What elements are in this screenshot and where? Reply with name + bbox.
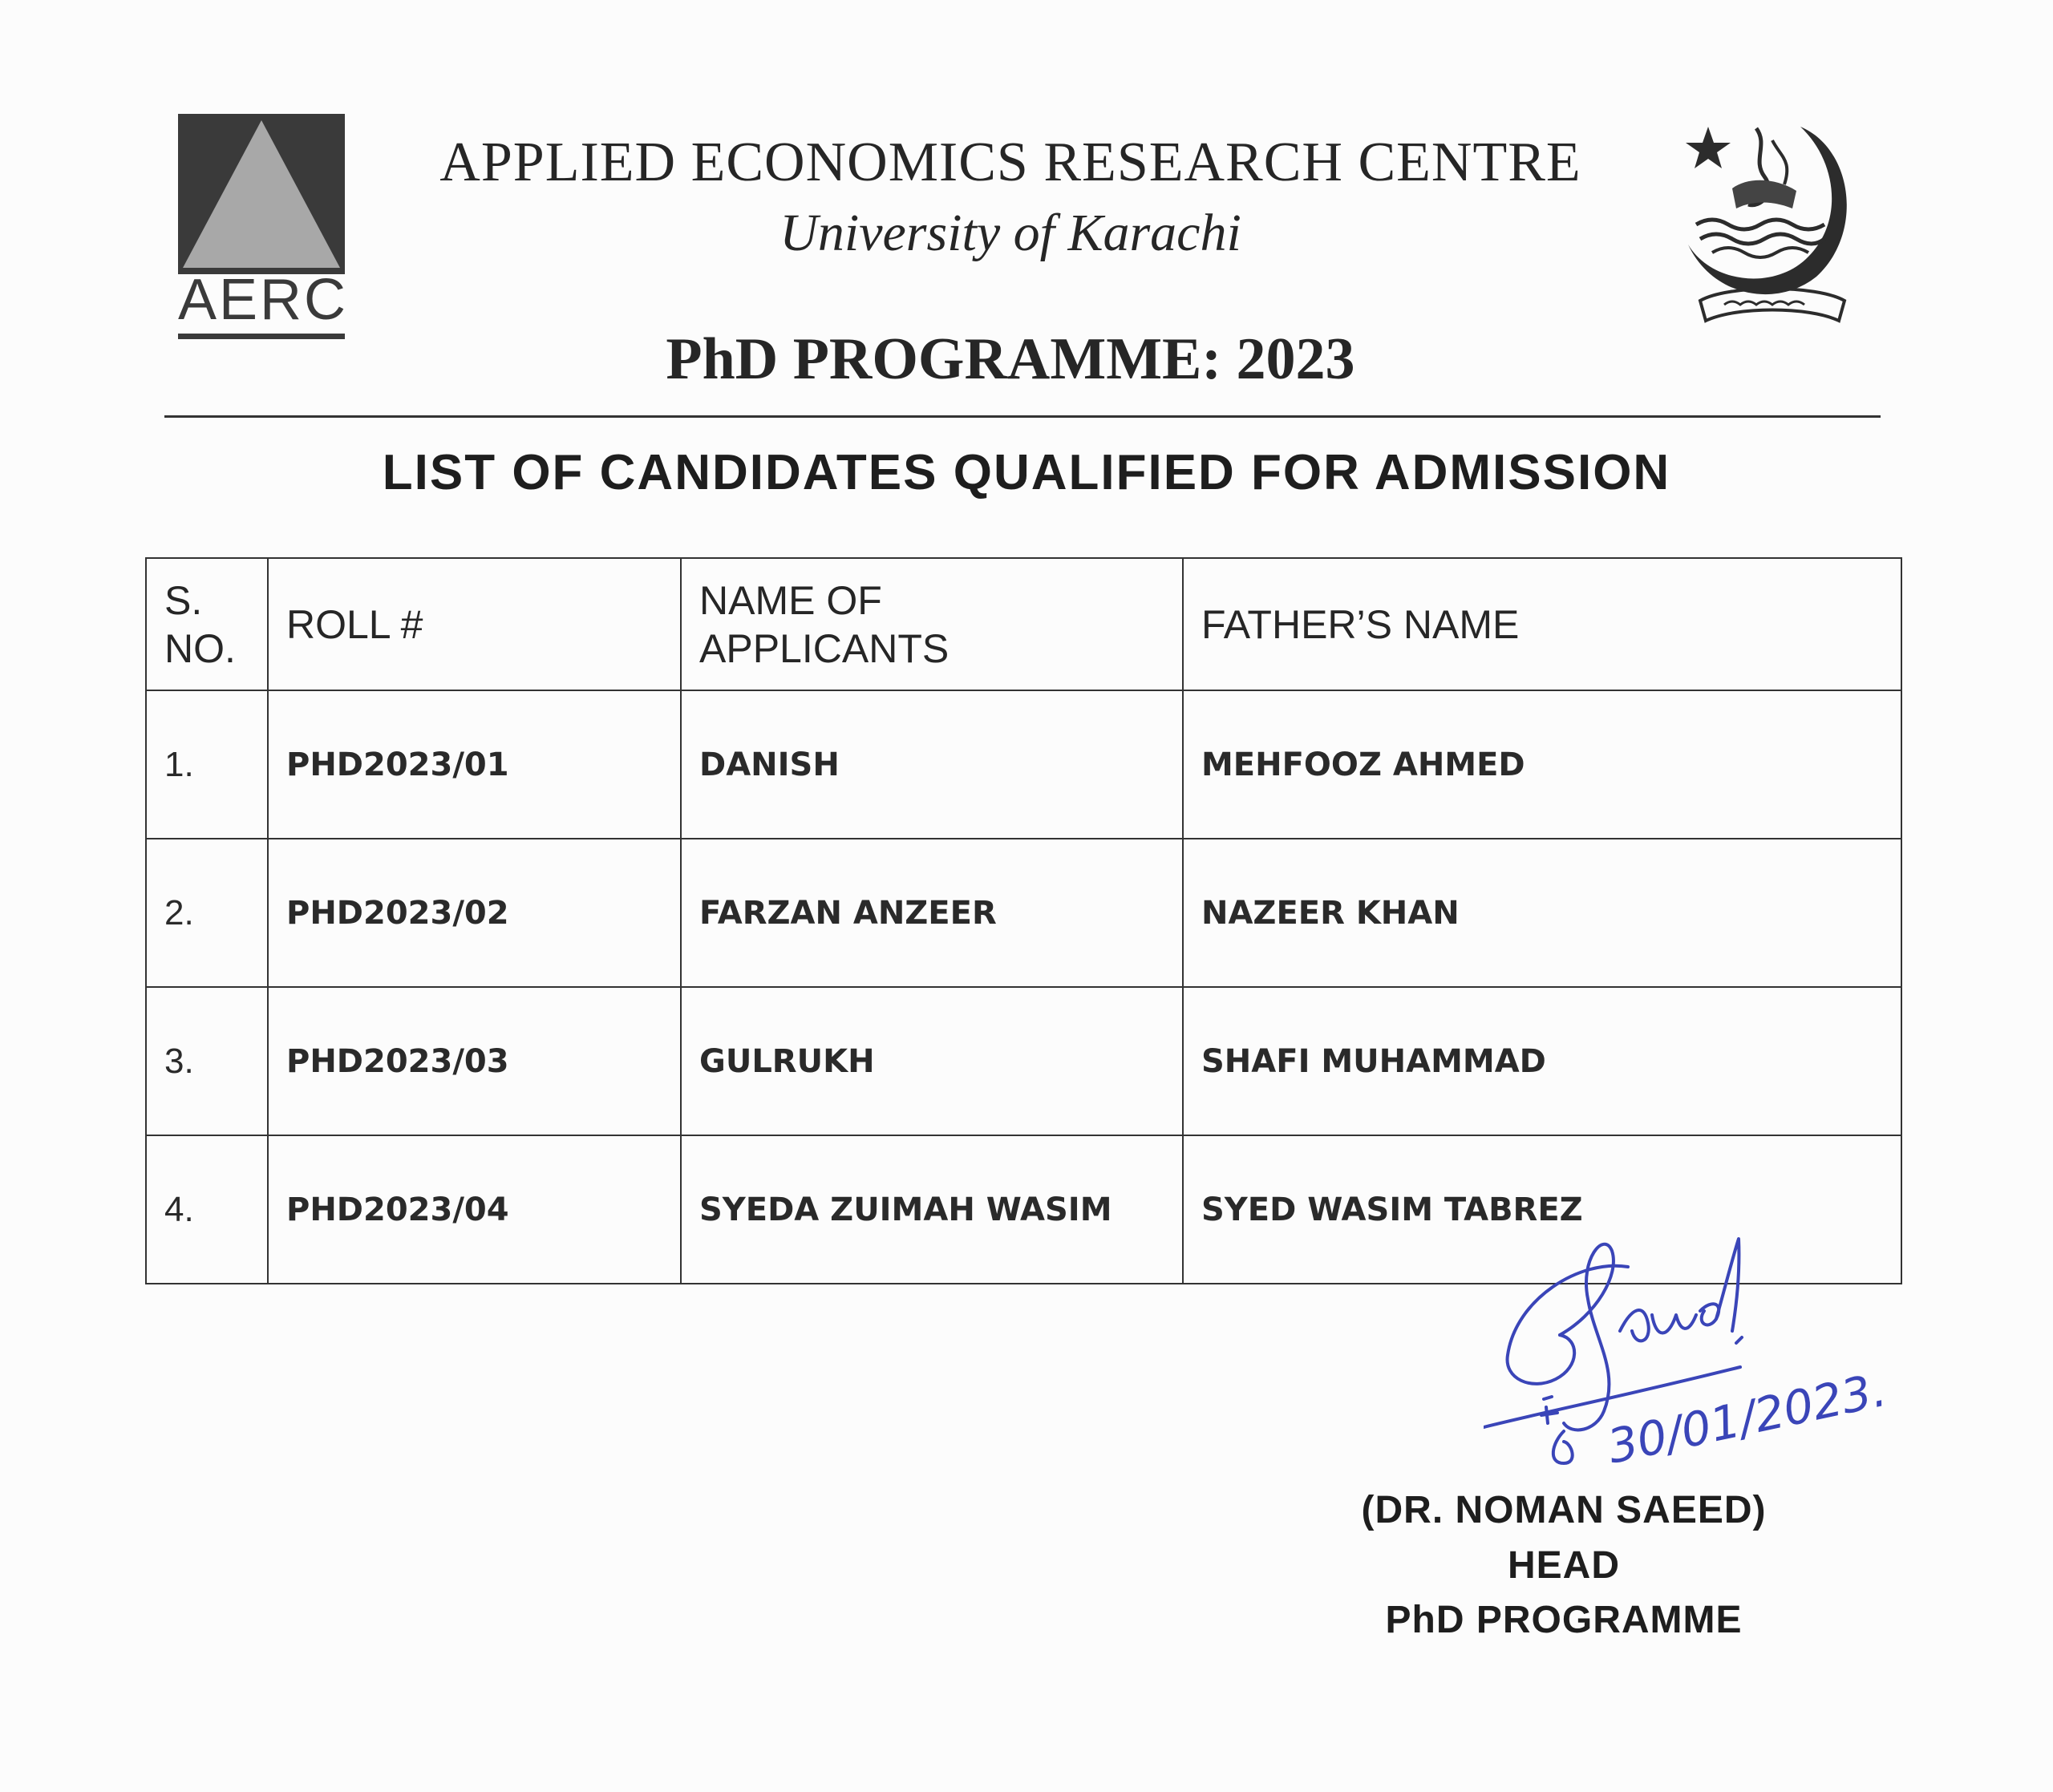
- cell-father-name: NAZEER KHAN: [1183, 839, 1901, 987]
- cell-roll: PHD2023/04: [268, 1135, 681, 1284]
- column-header-roll: ROLL #: [268, 558, 681, 690]
- table-header-row: [146, 558, 1901, 690]
- signature-date: 30/01/2023.: [1602, 1361, 1891, 1474]
- column-header-sno-line1: S.: [164, 577, 203, 623]
- cell-sno: 1.: [146, 690, 268, 839]
- university-name: University of Karachi: [779, 204, 1241, 262]
- candidates-table: [145, 557, 1902, 1284]
- column-header-sno: [146, 558, 268, 690]
- cell-applicant-name: FARZAN ANZEER: [681, 839, 1183, 987]
- column-header-name-line2: APPLICANTS: [699, 625, 950, 671]
- column-header-sno-line2: NO.: [164, 625, 236, 671]
- column-header-name: [681, 558, 1183, 690]
- cell-sno: 2.: [146, 839, 268, 987]
- organization-name: APPLIED ECONOMICS RESEARCH CENTRE: [439, 131, 1581, 193]
- cell-father-name: SYED WASIM TABREZ: [1183, 1135, 1901, 1284]
- logo-text: AERC: [178, 268, 349, 332]
- table-row: [146, 987, 1901, 1135]
- header-divider: [164, 415, 1881, 418]
- cell-roll: PHD2023/01: [268, 690, 681, 839]
- table-row: [146, 690, 1901, 839]
- cell-father-name: MEHFOOZ AHMED: [1183, 690, 1901, 839]
- handwritten-signature: [1484, 1227, 1965, 1483]
- cell-father-name: SHAFI MUHAMMAD: [1183, 987, 1901, 1135]
- cell-applicant-name: DANISH: [681, 690, 1183, 839]
- signatory-name: (DR. NOMAN SAEED): [1361, 1489, 1767, 1531]
- cell-applicant-name: SYEDA ZUIMAH WASIM: [681, 1135, 1183, 1284]
- column-header-father: FATHER’S NAME: [1183, 558, 1901, 690]
- cell-roll: PHD2023/03: [268, 987, 681, 1135]
- cell-sno: 4.: [146, 1135, 268, 1284]
- table-row: [146, 839, 1901, 987]
- column-header-name-line1: NAME OF: [699, 577, 882, 623]
- cell-roll: PHD2023/02: [268, 839, 681, 987]
- list-title: LIST OF CANDIDATES QUALIFIED FOR ADMISSION: [382, 445, 1671, 500]
- signatory-title: HEAD: [1507, 1544, 1620, 1587]
- cell-applicant-name: GULRUKH: [681, 987, 1183, 1135]
- signatory-department: PhD PROGRAMME: [1385, 1599, 1743, 1641]
- programme-title: PhD PROGRAMME: 2023: [666, 326, 1355, 392]
- cell-sno: 3.: [146, 987, 268, 1135]
